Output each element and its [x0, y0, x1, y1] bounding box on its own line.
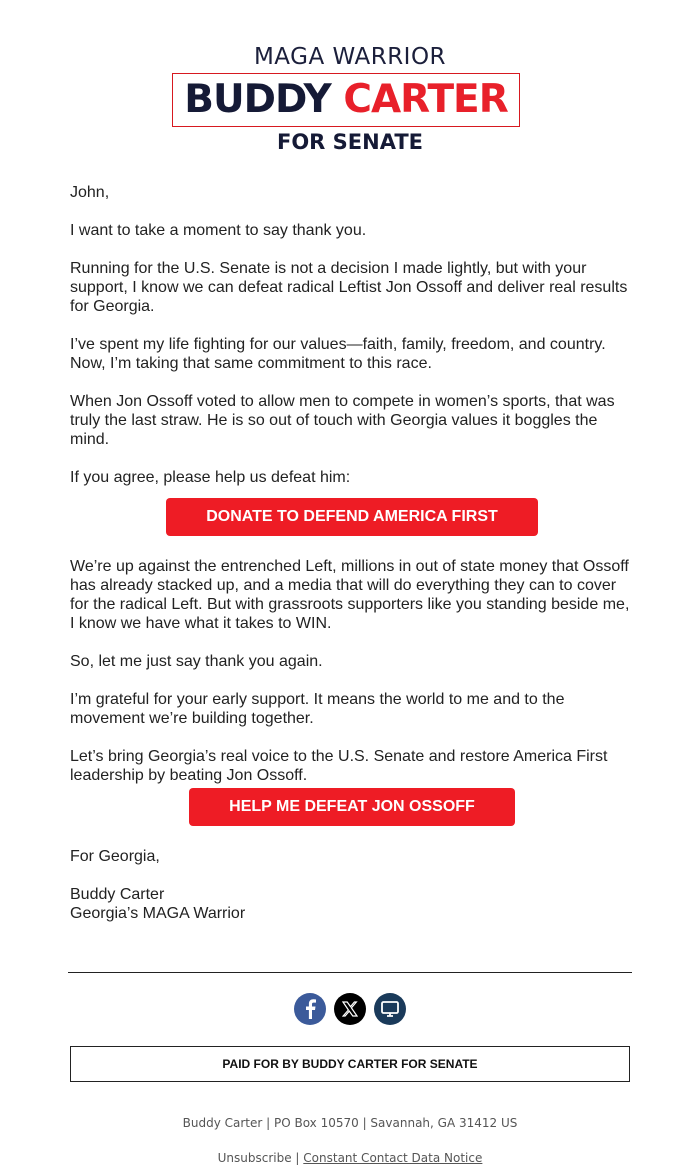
signature-title: Georgia’s MAGA Warrior — [70, 905, 246, 922]
paragraph: So, let me just say thank you again. — [70, 653, 323, 670]
paragraph: When Jon Ossoff voted to allow men to compete in women’s sports, that was truly the last straw. He is so out of touch with Georgia values it boggles the mind. — [70, 393, 615, 448]
footer-links — [0, 1151, 700, 1165]
x-link[interactable] — [334, 993, 366, 1025]
x-icon — [342, 1001, 358, 1017]
email-body — [70, 183, 634, 942]
facebook-icon — [303, 999, 317, 1019]
greeting: John, — [70, 184, 110, 201]
paragraph: I’m grateful for your early support. It means the world to me and to the movement we’re building together. — [70, 691, 565, 727]
paragraph: Running for the U.S. Senate is not a decision I made lightly, but with your support, I know we can defeat radical Leftist Jon Ossoff and deliver real results for Georgia. — [70, 260, 628, 315]
logo-tagline: MAGA WARRIOR — [253, 44, 447, 70]
divider — [68, 972, 632, 973]
logo-first-name: BUDDY — [184, 77, 331, 122]
footer-separator: | — [295, 1151, 300, 1165]
paid-for-disclaimer: PAID FOR BY BUDDY CARTER FOR SENATE — [70, 1046, 630, 1082]
data-notice-link[interactable]: Constant Contact Data Notice — [303, 1151, 483, 1165]
paragraph: We’re up against the entrenched Left, millions in out of state money that Ossoff has already stacked up, and a media that will do everything they can to cover for the radical Left. But with grassroots supporters like you standing beside me, I know we have what it takes to WIN. — [70, 558, 630, 632]
paragraph: I’ve spent my life fighting for our values—faith, family, freedom, and country. Now, I’m taking that same commitment to this race. — [70, 336, 606, 372]
paragraph: Let’s bring Georgia’s real voice to the U.S. Senate and restore America First leadership by beating Jon Ossoff. — [70, 748, 608, 784]
facebook-link[interactable] — [294, 993, 326, 1025]
website-link[interactable] — [374, 993, 406, 1025]
closing: For Georgia, — [70, 848, 160, 865]
logo-name-box — [172, 73, 520, 127]
logo-last-name: CARTER — [343, 77, 508, 122]
logo-subtitle: FOR SENATE — [276, 130, 423, 154]
monitor-icon — [381, 1001, 399, 1017]
footer-address: Buddy Carter | PO Box 10570 | Savannah, GA 31412 US — [182, 1116, 518, 1130]
signature-name: Buddy Carter — [70, 886, 165, 903]
unsubscribe-link[interactable]: Unsubscribe — [217, 1151, 292, 1165]
paragraph: If you agree, please help us defeat him: — [70, 469, 351, 486]
defeat-ossoff-button[interactable]: HELP ME DEFEAT JON OSSOFF — [189, 788, 515, 826]
signature — [70, 885, 634, 923]
paragraph: I want to take a moment to say thank you. — [70, 222, 367, 239]
donate-button[interactable]: DONATE TO DEFEND AMERICA FIRST — [166, 498, 538, 536]
